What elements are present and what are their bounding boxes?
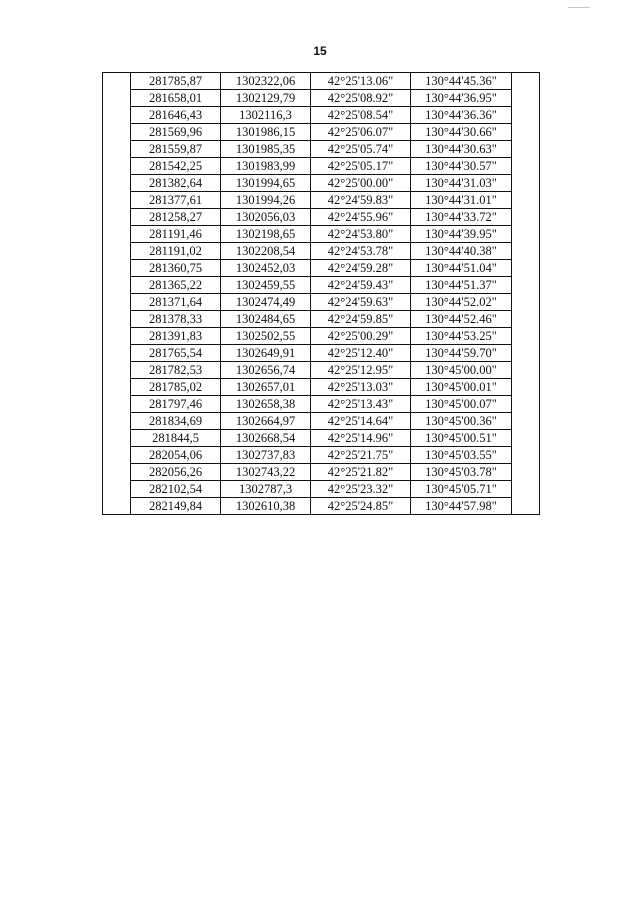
longitude-cell: 130°44'57.98" bbox=[411, 498, 512, 515]
table-row bbox=[103, 192, 540, 209]
latitude-cell: 42°25'21.82" bbox=[311, 464, 411, 481]
longitude-cell: 130°45'00.36" bbox=[411, 413, 512, 430]
x-coordinate-cell: 281360,75 bbox=[131, 260, 221, 277]
y-coordinate-cell: 1301994,26 bbox=[221, 192, 311, 209]
latitude-cell: 42°25'08.54" bbox=[311, 107, 411, 124]
latitude-cell: 42°24'59.28" bbox=[311, 260, 411, 277]
y-coordinate-cell: 1302459,55 bbox=[221, 277, 311, 294]
x-coordinate-cell: 281391,83 bbox=[131, 328, 221, 345]
table-row bbox=[103, 294, 540, 311]
latitude-cell: 42°25'08.92" bbox=[311, 90, 411, 107]
coordinates-table-body bbox=[103, 73, 540, 515]
longitude-cell: 130°44'52.46" bbox=[411, 311, 512, 328]
longitude-cell: 130°44'51.04" bbox=[411, 260, 512, 277]
table-row bbox=[103, 396, 540, 413]
x-coordinate-cell: 282149,84 bbox=[131, 498, 221, 515]
table-row bbox=[103, 481, 540, 498]
longitude-cell: 130°44'51.37" bbox=[411, 277, 512, 294]
page-edge-mark bbox=[568, 7, 590, 8]
longitude-cell: 130°45'00.01" bbox=[411, 379, 512, 396]
table-row bbox=[103, 362, 540, 379]
table-row bbox=[103, 430, 540, 447]
y-coordinate-cell: 1302056,03 bbox=[221, 209, 311, 226]
x-coordinate-cell: 281542,25 bbox=[131, 158, 221, 175]
x-coordinate-cell: 282054,06 bbox=[131, 447, 221, 464]
table-row bbox=[103, 226, 540, 243]
y-coordinate-cell: 1301985,35 bbox=[221, 141, 311, 158]
y-coordinate-cell: 1302502,55 bbox=[221, 328, 311, 345]
latitude-cell: 42°25'00.29" bbox=[311, 328, 411, 345]
table-row bbox=[103, 379, 540, 396]
table-row bbox=[103, 73, 540, 90]
latitude-cell: 42°25'14.64" bbox=[311, 413, 411, 430]
y-coordinate-cell: 1302668,54 bbox=[221, 430, 311, 447]
table-row bbox=[103, 243, 540, 260]
y-coordinate-cell: 1302452,03 bbox=[221, 260, 311, 277]
x-coordinate-cell: 281834,69 bbox=[131, 413, 221, 430]
x-coordinate-cell: 281191,02 bbox=[131, 243, 221, 260]
x-coordinate-cell: 281258,27 bbox=[131, 209, 221, 226]
table-row bbox=[103, 260, 540, 277]
latitude-cell: 42°24'59.43" bbox=[311, 277, 411, 294]
longitude-cell: 130°45'05.71" bbox=[411, 481, 512, 498]
latitude-cell: 42°24'53.80" bbox=[311, 226, 411, 243]
longitude-cell: 130°44'31.01" bbox=[411, 192, 512, 209]
x-coordinate-cell: 281785,02 bbox=[131, 379, 221, 396]
y-coordinate-cell: 1302649,91 bbox=[221, 345, 311, 362]
longitude-cell: 130°45'03.55" bbox=[411, 447, 512, 464]
table-row bbox=[103, 345, 540, 362]
latitude-cell: 42°25'05.74" bbox=[311, 141, 411, 158]
x-coordinate-cell: 281658,01 bbox=[131, 90, 221, 107]
table-row bbox=[103, 124, 540, 141]
empty-left-merged-cell bbox=[103, 73, 131, 515]
y-coordinate-cell: 1302657,01 bbox=[221, 379, 311, 396]
latitude-cell: 42°24'59.83" bbox=[311, 192, 411, 209]
latitude-cell: 42°25'06.07" bbox=[311, 124, 411, 141]
table-row bbox=[103, 464, 540, 481]
longitude-cell: 130°44'30.63" bbox=[411, 141, 512, 158]
latitude-cell: 42°24'53.78" bbox=[311, 243, 411, 260]
longitude-cell: 130°44'40.38" bbox=[411, 243, 512, 260]
page-number: 15 bbox=[313, 44, 327, 58]
x-coordinate-cell: 281765,54 bbox=[131, 345, 221, 362]
longitude-cell: 130°44'59.70" bbox=[411, 345, 512, 362]
longitude-cell: 130°44'45.36" bbox=[411, 73, 512, 90]
y-coordinate-cell: 1302787,3 bbox=[221, 481, 311, 498]
longitude-cell: 130°45'00.07" bbox=[411, 396, 512, 413]
longitude-cell: 130°44'30.66" bbox=[411, 124, 512, 141]
x-coordinate-cell: 282056,26 bbox=[131, 464, 221, 481]
x-coordinate-cell: 281377,61 bbox=[131, 192, 221, 209]
latitude-cell: 42°25'13.03" bbox=[311, 379, 411, 396]
table-row bbox=[103, 447, 540, 464]
latitude-cell: 42°25'00.00" bbox=[311, 175, 411, 192]
y-coordinate-cell: 1302474,49 bbox=[221, 294, 311, 311]
table-row bbox=[103, 90, 540, 107]
x-coordinate-cell: 281569,96 bbox=[131, 124, 221, 141]
y-coordinate-cell: 1301986,15 bbox=[221, 124, 311, 141]
longitude-cell: 130°45'00.00" bbox=[411, 362, 512, 379]
longitude-cell: 130°44'52.02" bbox=[411, 294, 512, 311]
latitude-cell: 42°25'05.17" bbox=[311, 158, 411, 175]
y-coordinate-cell: 1301994,65 bbox=[221, 175, 311, 192]
longitude-cell: 130°44'36.36" bbox=[411, 107, 512, 124]
latitude-cell: 42°25'23.32" bbox=[311, 481, 411, 498]
y-coordinate-cell: 1302737,83 bbox=[221, 447, 311, 464]
table-row bbox=[103, 209, 540, 226]
y-coordinate-cell: 1302116,3 bbox=[221, 107, 311, 124]
table-row bbox=[103, 498, 540, 515]
y-coordinate-cell: 1302658,38 bbox=[221, 396, 311, 413]
x-coordinate-cell: 281797,46 bbox=[131, 396, 221, 413]
y-coordinate-cell: 1302198,65 bbox=[221, 226, 311, 243]
y-coordinate-cell: 1302656,74 bbox=[221, 362, 311, 379]
longitude-cell: 130°44'39.95" bbox=[411, 226, 512, 243]
latitude-cell: 42°25'13.06" bbox=[311, 73, 411, 90]
longitude-cell: 130°44'53.25" bbox=[411, 328, 512, 345]
x-coordinate-cell: 281365,22 bbox=[131, 277, 221, 294]
empty-right-merged-cell bbox=[512, 73, 540, 515]
longitude-cell: 130°44'33.72" bbox=[411, 209, 512, 226]
x-coordinate-cell: 281559,87 bbox=[131, 141, 221, 158]
y-coordinate-cell: 1301983,99 bbox=[221, 158, 311, 175]
table-row bbox=[103, 175, 540, 192]
coordinates-table bbox=[102, 72, 540, 515]
y-coordinate-cell: 1302129,79 bbox=[221, 90, 311, 107]
x-coordinate-cell: 281378,33 bbox=[131, 311, 221, 328]
latitude-cell: 42°25'21.75" bbox=[311, 447, 411, 464]
x-coordinate-cell: 281371,64 bbox=[131, 294, 221, 311]
table-row bbox=[103, 413, 540, 430]
y-coordinate-cell: 1302610,38 bbox=[221, 498, 311, 515]
x-coordinate-cell: 282102,54 bbox=[131, 481, 221, 498]
latitude-cell: 42°25'24.85" bbox=[311, 498, 411, 515]
table-row bbox=[103, 328, 540, 345]
y-coordinate-cell: 1302743,22 bbox=[221, 464, 311, 481]
y-coordinate-cell: 1302208,54 bbox=[221, 243, 311, 260]
x-coordinate-cell: 281382,64 bbox=[131, 175, 221, 192]
x-coordinate-cell: 281844,5 bbox=[131, 430, 221, 447]
latitude-cell: 42°24'59.85" bbox=[311, 311, 411, 328]
y-coordinate-cell: 1302484,65 bbox=[221, 311, 311, 328]
table-row bbox=[103, 311, 540, 328]
longitude-cell: 130°44'30.57" bbox=[411, 158, 512, 175]
table-row bbox=[103, 107, 540, 124]
table-row bbox=[103, 141, 540, 158]
x-coordinate-cell: 281191,46 bbox=[131, 226, 221, 243]
x-coordinate-cell: 281782,53 bbox=[131, 362, 221, 379]
y-coordinate-cell: 1302664,97 bbox=[221, 413, 311, 430]
latitude-cell: 42°25'13.43" bbox=[311, 396, 411, 413]
latitude-cell: 42°24'55.96" bbox=[311, 209, 411, 226]
table-row bbox=[103, 277, 540, 294]
longitude-cell: 130°45'00.51" bbox=[411, 430, 512, 447]
table-row bbox=[103, 158, 540, 175]
latitude-cell: 42°25'12.95" bbox=[311, 362, 411, 379]
latitude-cell: 42°24'59.63" bbox=[311, 294, 411, 311]
x-coordinate-cell: 281646,43 bbox=[131, 107, 221, 124]
longitude-cell: 130°44'36.95" bbox=[411, 90, 512, 107]
y-coordinate-cell: 1302322,06 bbox=[221, 73, 311, 90]
latitude-cell: 42°25'14.96" bbox=[311, 430, 411, 447]
latitude-cell: 42°25'12.40" bbox=[311, 345, 411, 362]
x-coordinate-cell: 281785,87 bbox=[131, 73, 221, 90]
longitude-cell: 130°45'03.78" bbox=[411, 464, 512, 481]
longitude-cell: 130°44'31.03" bbox=[411, 175, 512, 192]
